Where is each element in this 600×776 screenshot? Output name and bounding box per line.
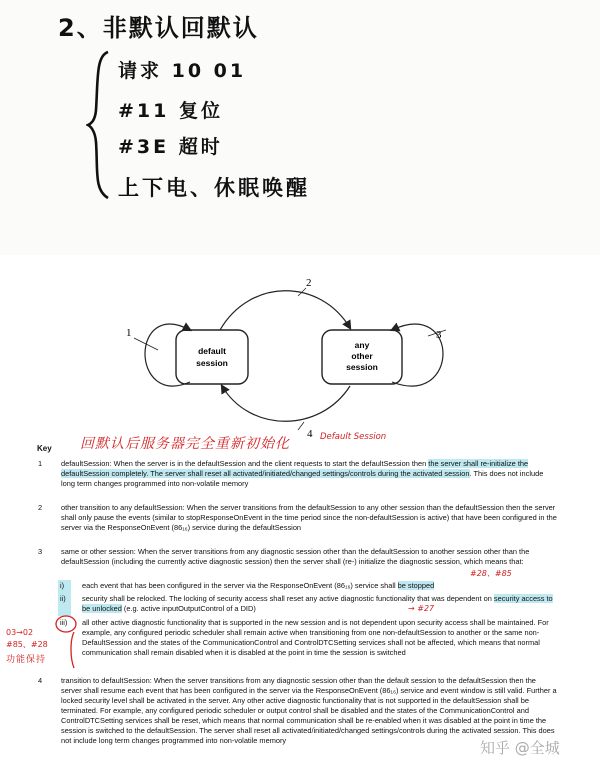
item-number: 1 [38,459,43,468]
handwritten-annotation: 功能保持 [6,655,47,665]
subitem-number: iii) [60,618,68,627]
default-box-line: session [196,358,228,368]
item-text [61,459,558,489]
highlighted-text: the server shall re-initialize the defaultSession completely. The server shall reset all activated/initiated/changed settings/controls during the activated session [61,459,529,478]
item-text: other transition to any defaultSession: When the server transitions from the defaultSession to any other session than the defaultSession then the server shall only pause the events (similar to stopResponseOnEvent in the time period since the non-defaultSession is active) that have been configured in the server via the ResponseOnEvent (86₁₆) service during the defaultSession [61,503,557,532]
key-item-1 [38,459,558,499]
handwritten-annotation: 回默认后服务器完全重新初始化 [80,436,290,452]
subitem-text-post: (e.g. active inputOutputControl of a DID) [121,604,256,613]
notes-title: 2、非默认回默认 [58,14,259,42]
brace-icon [86,50,116,200]
item-number: 3 [38,547,43,556]
subitem-text [82,581,558,591]
subitem-text-pre: security shall be relocked. The locking of security access shall reset any active diagnostic functionality that was dependent on [82,594,494,603]
handwritten-annotation: → #27 [408,604,435,613]
other-box-line: any [354,340,370,350]
notes-item: #3E 超时 [118,136,223,158]
highlighted-text: security access to be unlocked [82,594,553,613]
other-box-line: session [346,362,378,372]
handwritten-annotation: Default Session [320,432,387,442]
subitem-number: i) [60,581,65,590]
subitem-text: all other active diagnostic functionality that is supported in the new session and is not dependent upon security access shall be maintained. For example, any configured periodic scheduler shall remain active when transitioning from one non-defaultSession to another or the same non-DefaultSession and the states of the CommunicationControl and ControlDTCSetting services shall not be affected, which means that normal communication shall remain disabled when it is disabled at the point in time the session is switched [82,618,549,657]
other-box-line: other [351,351,373,361]
item-text: same or other session: When the server transitions from any diagnostic session other than the defaultSession to another session other than the defaultSession (including the currently active diagnostic session) then the server shall (re-) initialize the diagnostic session, which means that: [61,547,530,566]
item-text: transition to defaultSession: When the server transitions from any diagnostic session other than the default session to the defaultSession then the server shall resume each event that has been configured in the server via the ResponseOnEvent (86₁₆) service and event window is still valid. Further a locked security level shall be activated in the server. Any other active diagnostic functionality that is not supported in the defaultSession shall be terminated. For example, any configured periodic scheduler or output control shall be disabled and the states of the CommunicationControl and ControlDTCSetting services shall be reset, which means that normal communication shall be re-enabled when it was disabled at the point in time the session is switched to the defaultSession. The server shall reset all activated/initiated/changed settings/controls during the activated session. This does not include long term changes programmed into non-volatile memory [61,676,557,745]
watermark: 知乎 @全城 [480,739,560,757]
highlighted-text: be stopped [397,581,435,590]
handwritten-annotation: #28、#85 [470,569,512,578]
item-text-pre: defaultSession: When the server is in the defaultSession and the client requests to start the defaultSession then [61,459,429,468]
notes-item: 上下电、休眠唤醒 [118,176,310,200]
notes-item: 请求 10 01 [118,60,247,82]
transition-arrow-2 [220,291,350,330]
label-2: 2 [306,277,312,289]
subitem-text [82,594,558,614]
item-number: 2 [38,503,43,512]
label-1: 1 [126,327,132,339]
item-text-post: . This does not include long term changes programmed into non-volatile memory [61,469,544,488]
subitem-number: ii) [60,594,66,603]
key-item-2 [38,503,558,543]
handwritten-annotation: 03→02 [6,628,34,637]
notes-item: #11 复位 [118,100,223,122]
item-number: 4 [38,676,43,685]
handwritten-annotation: #85、#28 [6,640,48,649]
handwritten-notes [0,0,600,255]
default-box-line: default [198,346,226,356]
default-session-box [176,330,248,384]
subitem-text-pre: each event that has been configured in the server via the ResponseOnEvent (86₁₆) service shall [82,581,398,590]
session-transition-diagram [0,258,600,448]
label-4: 4 [307,428,313,440]
key-heading: Key [37,444,52,453]
transition-arrow-4 [222,386,350,421]
label-3: 3 [436,329,442,341]
